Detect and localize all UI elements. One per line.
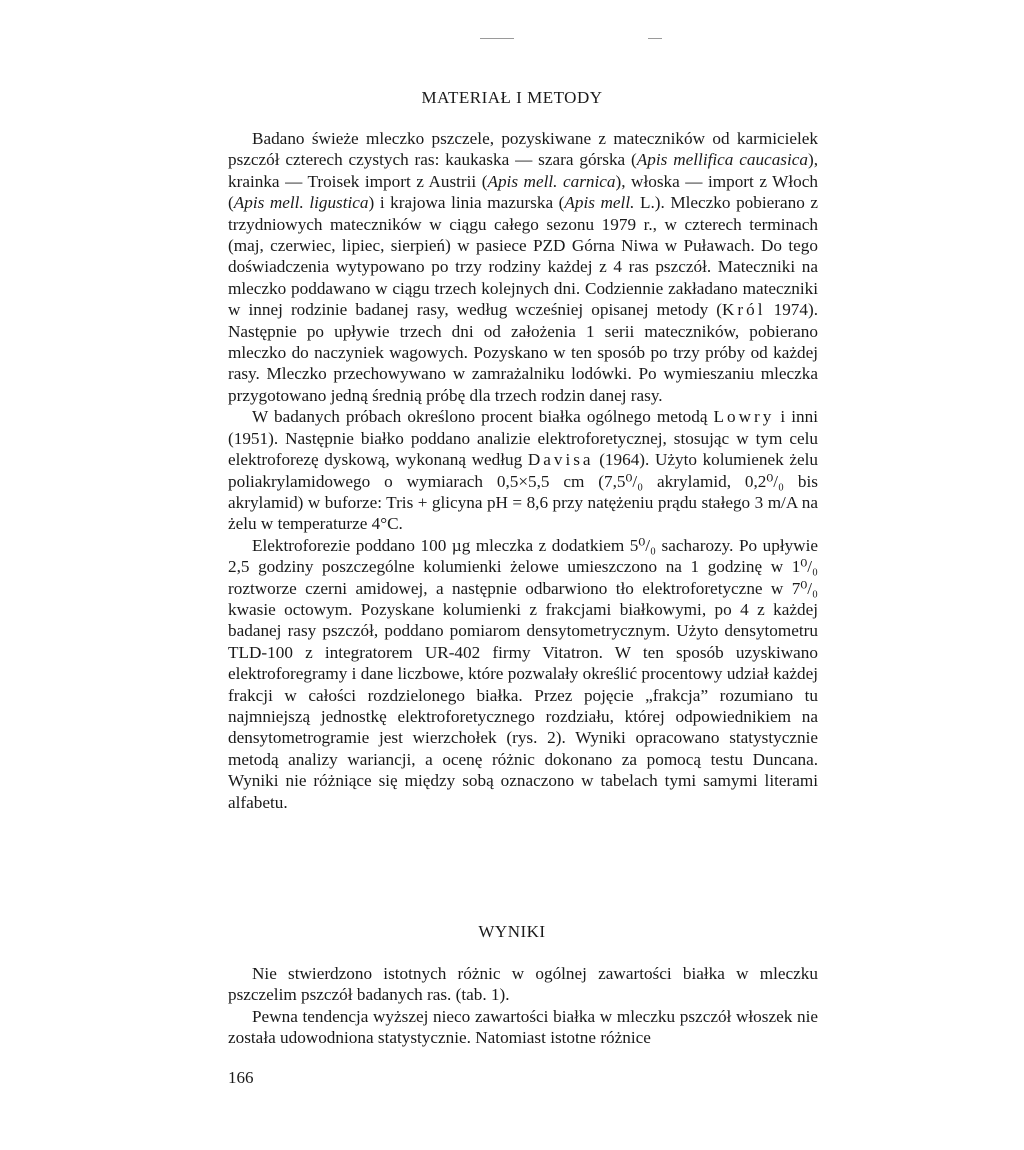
materials-methods-body bbox=[228, 128, 818, 813]
text-run: 1974). Następnie po upływie trzech dni od założenia 1 serii mateczników, pobierano mleczko do naczyniek wagowych. Pozyskano w ten sposób po trzy próby od każdej rasy. Mleczko przechowywano w zamrażalniku lodówki. Po wymieszaniu mleczka przygotowano jedną średnią próbę dla trzech rodzin danej rasy. bbox=[228, 300, 818, 405]
section-title-materials-methods: MATERIAŁ I METODY bbox=[421, 88, 603, 107]
paragraph: Pewna tendencja wyższej nieco zawartości białka w mleczku pszczół włoszek nie została udowodniona statystycznie. Natomiast istotne różnice bbox=[228, 1006, 818, 1048]
text-run: i inni (1951). Następnie białko poddano analizie elektroforetycznej, stosując w tym celu elektroforezę dyskową, wykonaną według bbox=[228, 407, 819, 470]
species-name: Apis mell. bbox=[564, 193, 635, 213]
text-run: Badano świeże mleczko pszczele, pozyskiwane z mateczników od karmicielek pszczół czterech czystych ras: kaukaska — szara górska ( bbox=[228, 129, 818, 170]
page-number: 166 bbox=[228, 1068, 254, 1087]
author-name: Davisa bbox=[527, 450, 594, 470]
text-run: ), krainka — Troisek import z Austrii ( bbox=[228, 150, 819, 191]
paragraph: Nie stwierdzono istotnych różnic w ogólnej zawartości białka w mleczku pszczelim pszczół badanych ras. (tab. 1). bbox=[228, 964, 818, 1005]
paragraph bbox=[228, 128, 818, 406]
text-run: (1964). Użyto kolumienek żelu poliakrylamidowego o wymiarach 0,5×5,5 cm (7,5⁰/₀ akrylamid, 0,2⁰/₀ bis akrylamid) w buforze: Tris + glicyna pH = 8,6 przy natężeniu prądu stałego 3 m/A na żelu w temperaturze 4°C. bbox=[228, 450, 818, 534]
text-run: ), włoska — import z Włoch ( bbox=[228, 171, 818, 213]
section-title-results: WYNIKI bbox=[478, 922, 546, 941]
species-name: Apis mell. ligustica bbox=[233, 193, 369, 213]
species-name: Apis mellifica caucasica bbox=[636, 150, 808, 170]
text-run: W badanych próbach określono procent białka ogólnego metodą bbox=[252, 407, 714, 427]
scan-artifact bbox=[648, 38, 662, 39]
text-run: L.). Mleczko pobierano z trzydniowych mateczników w ciągu całego sezonu 1979 r., w czterech terminach (maj, czerwiec, lipiec, sierpień) w pasiece PZD Górna Niwa w Puławach. Do tego doświadczenia wytypowano po trzy rodziny każdej z 4 ras pszczół. Mateczniki na mleczko poddawano w ciągu trzech kolejnych dni. Codziennie zakładano mateczniki w innej rodzinie badanej rasy, według wcześniej opisanej metody ( bbox=[228, 193, 818, 320]
species-name: Apis mell. carnica bbox=[487, 171, 616, 191]
results-body bbox=[228, 963, 818, 1049]
text-run: ) i krajowa linia mazurska ( bbox=[368, 193, 565, 213]
scan-artifact bbox=[480, 38, 514, 39]
author-name: Król bbox=[722, 300, 766, 320]
author-name: Lowry bbox=[713, 407, 775, 427]
paragraph: Elektroforezie poddano 100 µg mleczka z dodatkiem 5⁰/₀ sacharozy. Po upływie 2,5 godziny poszczególne kolumienki żelowe umieszczono na 1 godzinę w 1⁰/₀ roztworze czerni amidowej, a następnie odbarwiono tło elektroforetyczne w 7⁰/₀ kwasie octowym. Pozyskane kolumienki z frakcjami białkowymi, po 4 z każdej badanej rasy pszczół, poddano pomiarom densytometrycznym. Użyto densytometru TLD-100 z integratorem UR-402 firmy Vitatron. W ten sposób uzyskiwano elektroforegramy i dane liczbowe, które pozwalały określić procentowy udział każdej frakcji w całości rozdzielonego białka. Przez pojęcie „frakcja” rozumiano tu najmniejszą jednostkę elektroforetycznego rozdziału, której odpowiednikiem na densytometrogramie jest wierzchołek (rys. 2). Wyniki opracowano statystycznie metodą analizy wariancji, a ocenę różnic dokonano za pomocą testu Duncana. Wyniki nie różniące się między sobą oznaczono w tabelach tymi samymi literami alfabetu. bbox=[228, 535, 818, 812]
paragraph bbox=[228, 406, 818, 534]
